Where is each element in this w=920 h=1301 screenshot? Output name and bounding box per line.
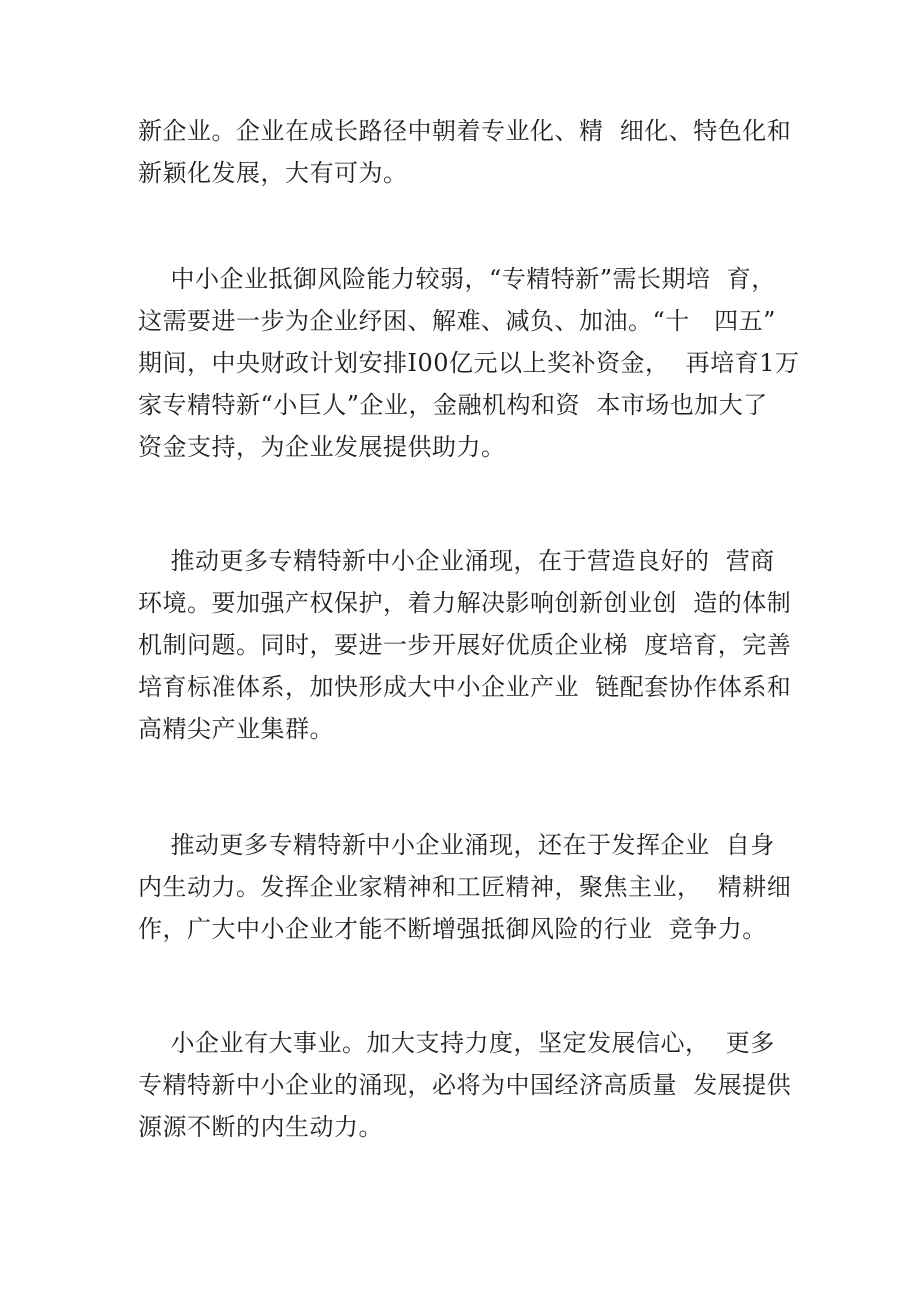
- text-line: 推动更多专精特新中小企业涌现，还在于发挥企业 自身: [138, 831, 775, 859]
- text-line: 机制问题。同时，要进一步开展好优质企业梯 度培育，完善: [138, 631, 792, 659]
- paragraph-5: [138, 1022, 792, 1148]
- text-line: 源源不断的内生动力。: [138, 1113, 383, 1141]
- text-line: 这需要进一步为企业纾困、解难、减负、加油。“十 四五”: [138, 307, 776, 335]
- text-line: 期间，中央财政计划安排I00亿元以上奖补资金， 再培育1万: [138, 349, 800, 377]
- text-line: 高精尖产业集群。: [138, 715, 334, 743]
- text-line: 新企业。企业在成长路径中朝着专业化、精 细化、特色化和: [138, 117, 792, 145]
- paragraph-1: [138, 110, 792, 194]
- text-line: 资金支持，为企业发展提供助力。: [138, 433, 506, 461]
- text-line: 作，广大中小企业才能不断增强抵御风险的行业 竞争力。: [138, 915, 767, 943]
- paragraph-2: [138, 258, 800, 468]
- text-line: 环境。要加强产权保护，着力解决影响创新创业创 造的体制: [138, 589, 792, 617]
- text-line: 专精特新中小企业的涌现，必将为中国经济高质量 发展提供: [138, 1071, 792, 1099]
- paragraph-3: [138, 540, 792, 750]
- text-line: 推动更多专精特新中小企业涌现，在于营造良好的 营商: [138, 547, 775, 575]
- text-line: 内生动力。发挥企业家精神和工匠精神，聚焦主业， 精耕细: [138, 873, 792, 901]
- paragraph-4: [138, 824, 792, 950]
- text-line: 小企业有大事业。加大支持力度，坚定发展信心， 更多: [138, 1029, 775, 1057]
- text-line: 中小企业抵御风险能力较弱，“专精特新”需长期培 育，: [138, 265, 776, 293]
- text-line: 新颖化发展，大有可为。: [138, 159, 408, 187]
- text-line: 家专精特新“小巨人”企业，金融机构和资 本市场也加大了: [138, 391, 768, 419]
- text-line: 培育标准体系，加快形成大中小企业产业 链配套协作体系和: [138, 673, 792, 701]
